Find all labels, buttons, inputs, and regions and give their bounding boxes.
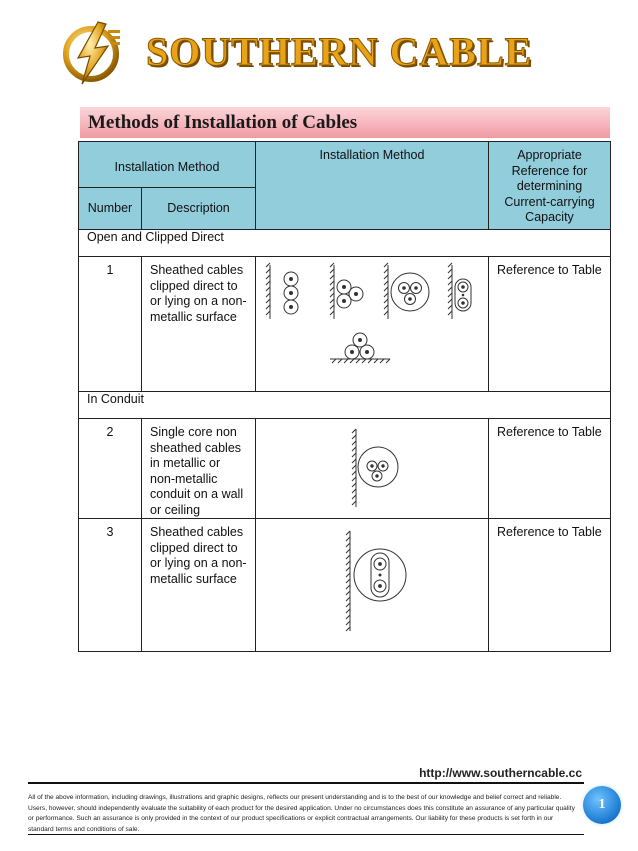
row-reference: Reference to Table <box>489 257 611 392</box>
header-reference-label: Appropriate Reference for determining Current-carrying Capacity <box>489 142 611 230</box>
section-title: Methods of Installation of Cables <box>88 112 358 133</box>
group-label: In Conduit <box>79 392 611 419</box>
method-figure-2 <box>256 419 489 519</box>
row-number: 3 <box>79 519 142 652</box>
row-number: 2 <box>79 419 142 519</box>
footer-url[interactable]: http://www.southerncable.cc <box>419 766 582 780</box>
brand-name: SOUTHERN CABLE <box>146 29 533 74</box>
table-row <box>79 257 611 392</box>
group-row <box>79 392 611 419</box>
row-number: 1 <box>79 257 142 392</box>
brand-logo <box>62 20 124 86</box>
row-reference: Reference to Table <box>489 519 611 652</box>
group-row <box>79 230 611 257</box>
installation-methods-table <box>78 141 611 652</box>
table-row <box>79 419 611 519</box>
header-description-label: Description <box>142 188 256 230</box>
header-group-label: Installation Method <box>79 142 256 188</box>
header-row <box>79 142 611 188</box>
group-label: Open and Clipped Direct <box>79 230 611 257</box>
footer-disclaimer: All of the above information, including drawings, illustrations and graphic designs, reflects our present understanding and is to the best of our knowledge and belief correct and reliable. Users, however, should independently evaluate the suitability of each product for the desired application. Under no circumstances does this constitute an assurance of any particular quality or performance. Such an assurance is only provided in the context of our product specifications or explicit contractual arrangements. Our liability for these products is set forth in our standard terms and conditions of sale. <box>28 794 575 833</box>
row-description: Sheathed cables clipped direct to or lying on a non-metallic surface <box>142 519 256 652</box>
page-number-badge: 1 <box>583 786 621 824</box>
row-reference: Reference to Table <box>489 419 611 519</box>
header-number-label: Number <box>79 188 142 230</box>
row-description: Sheathed cables clipped direct to or lying on a non-metallic surface <box>142 257 256 392</box>
header-method-label: Installation Method <box>256 142 489 230</box>
table-row <box>79 519 611 652</box>
method-figure-1 <box>256 257 489 392</box>
footer-divider-bottom <box>28 834 584 835</box>
footer-divider <box>28 782 584 784</box>
method-figure-3 <box>256 519 489 652</box>
row-description: Single core non sheathed cables in metallic or non-metallic conduit on a wall or ceiling <box>142 419 256 519</box>
